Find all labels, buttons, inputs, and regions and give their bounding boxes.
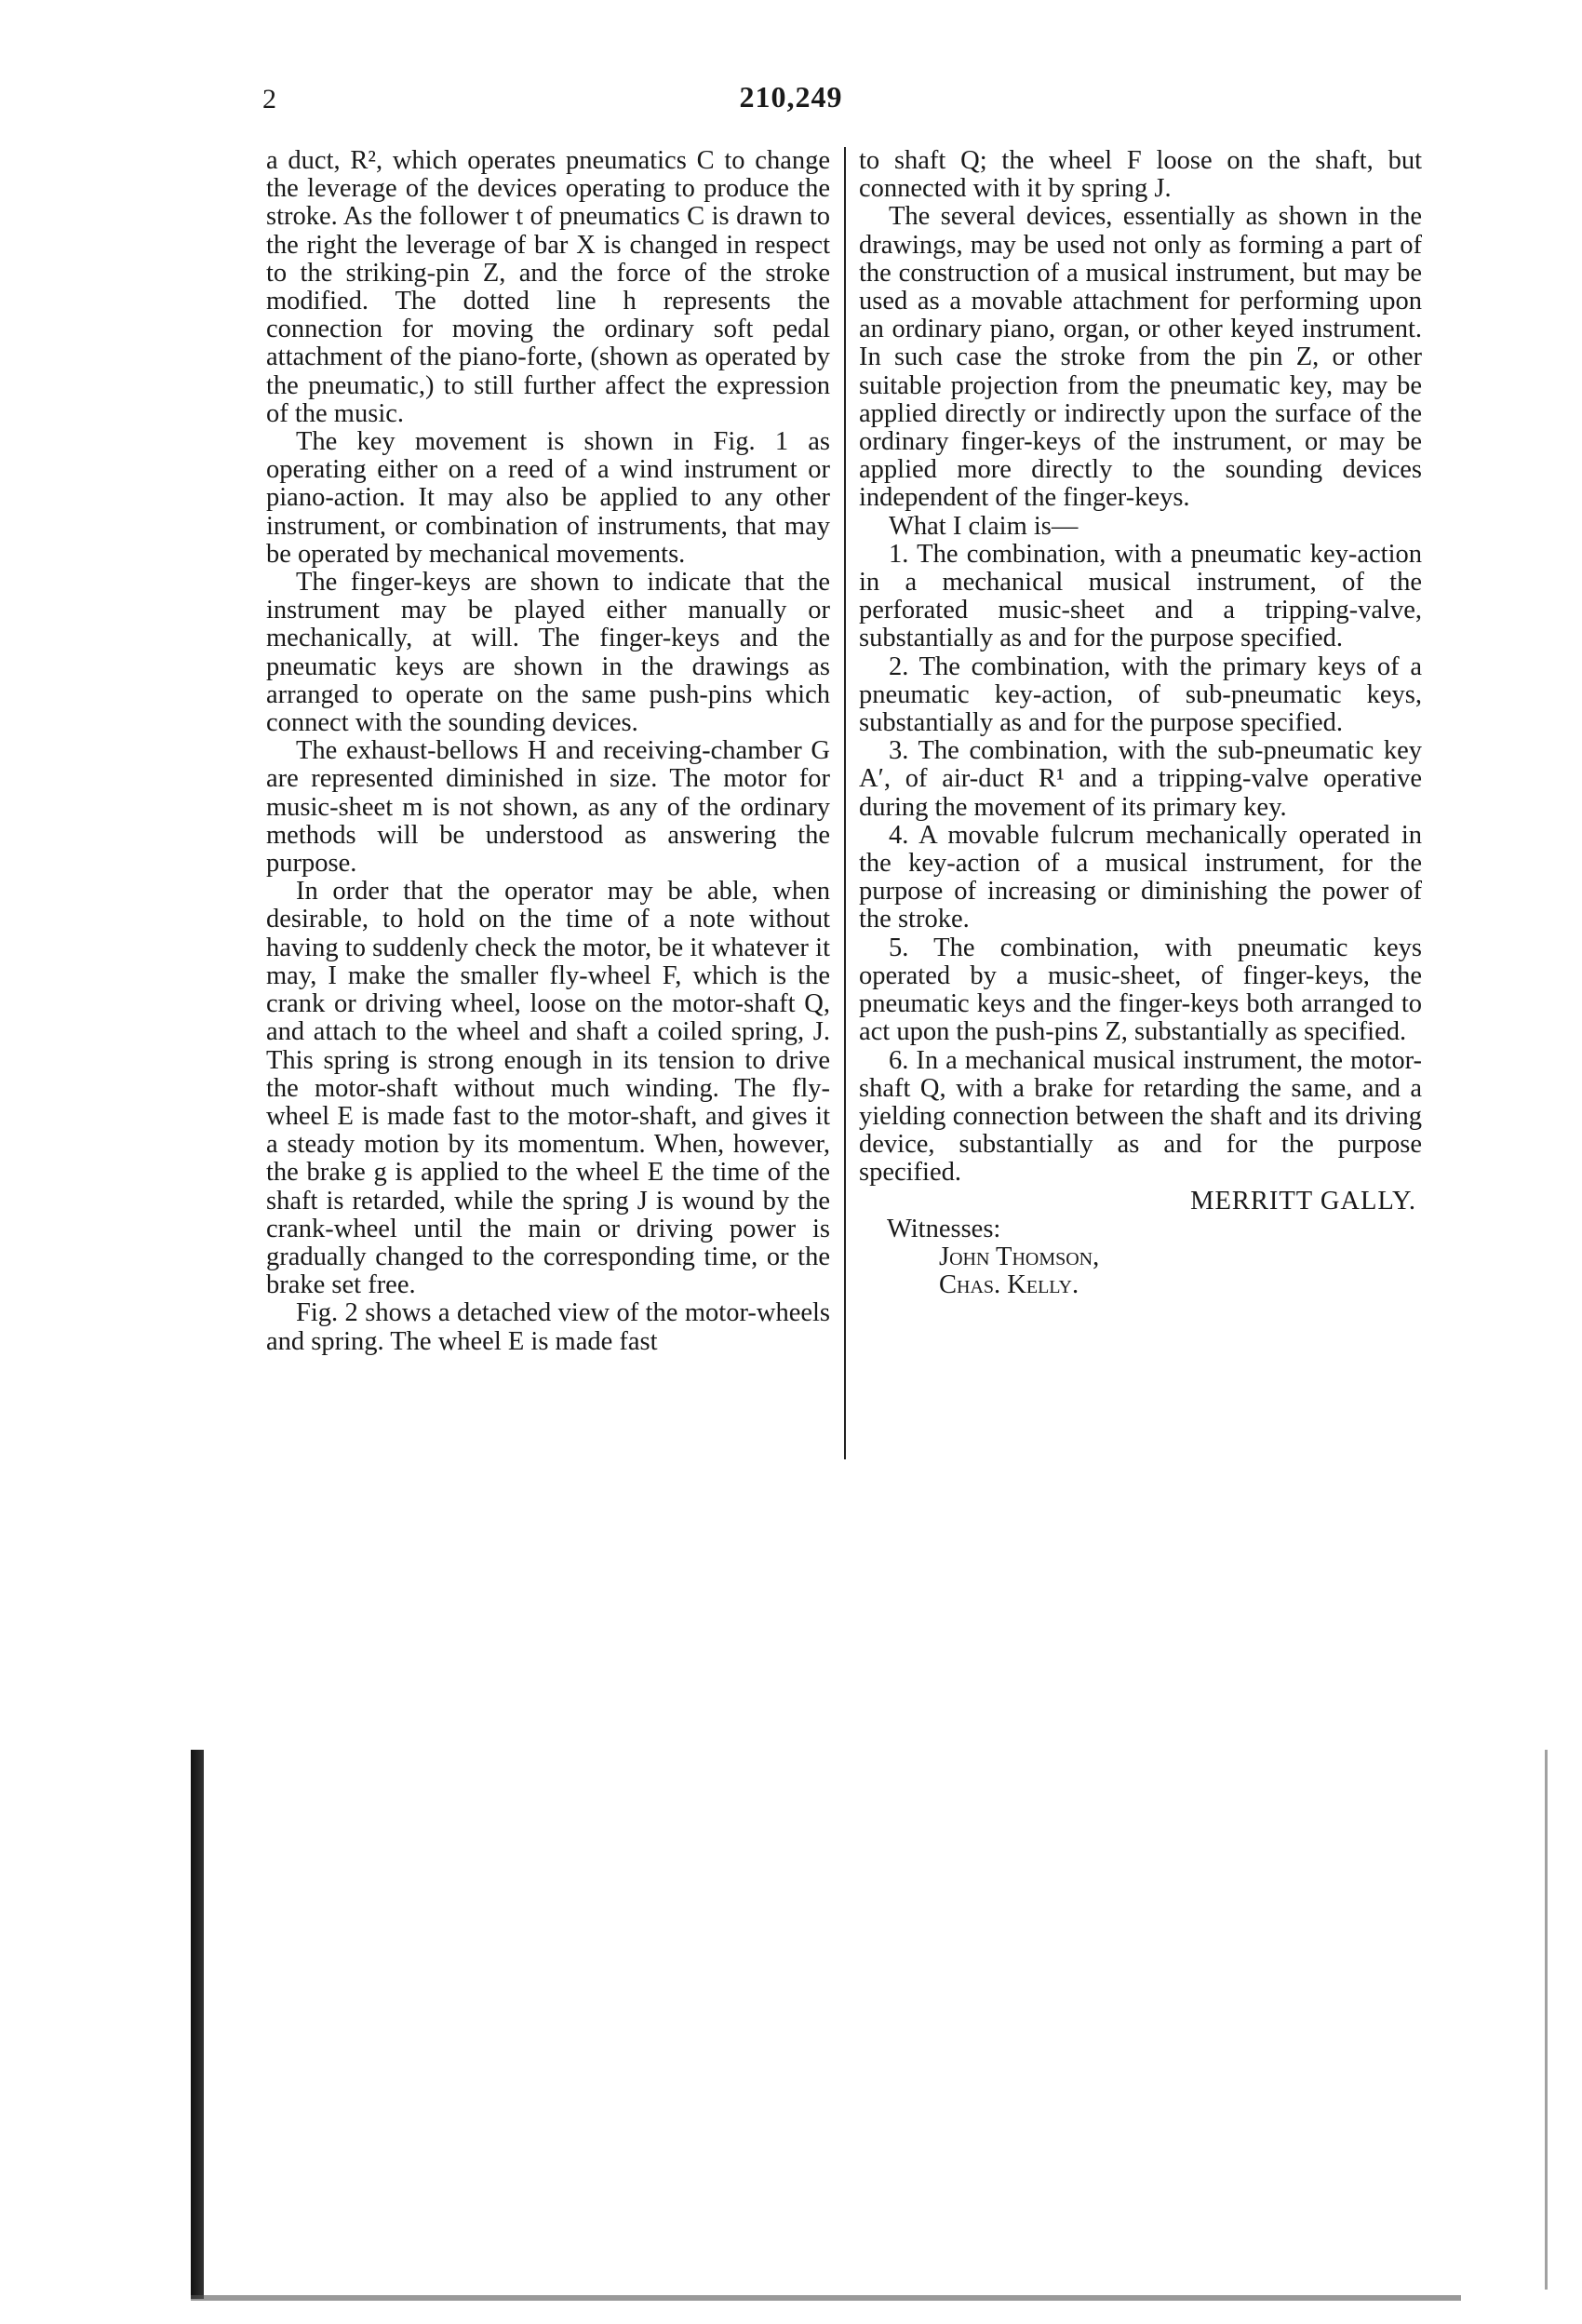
claim: 3. The combination, with the sub-pneumatic key A′, of air-duct R¹ and a tripping-valve operative during the movement of its primary key. [859, 736, 1422, 822]
paragraph: to shaft Q; the wheel F loose on the shaft, but connected with it by spring J. [859, 146, 1422, 204]
paragraph: The finger-keys are shown to indicate that the instrument may be played either manually or mechanically, at will. The finger-keys and the pneumatic keys are shown in the drawings as arranged to operate on the same push-pins which connect with the sounding devices. [266, 568, 830, 738]
inventor-signature: MERRITT GALLY. [1190, 1186, 1416, 1216]
claim: 1. The combination, with a pneumatic key-action in a mechanical musical instrument, of the perforated music-sheet and a tripping-valve, substantially as and for the purpose specified. [859, 539, 1422, 653]
witness-name: John Thomson, [939, 1242, 1100, 1271]
paragraph: The several devices, essentially as shown in the drawings, may be used not only as forming a part of the construction of a musical instrument, but may be used as a movable attachment for performing upon an ordinary piano, organ, or other keyed instrument. In such case the stroke from the pin Z, or other suitable projection from the pneumatic key, may be applied directly or indirectly upon the surface of the ordinary finger-keys of the instrument, or may be applied more directly to the sounding devices independent of the finger-keys. [859, 202, 1422, 513]
claim: 5. The combination, with pneumatic keys operated by a music-sheet, of finger-keys, the pneumatic keys and the finger-keys both arranged to act upon the push-pins Z, substantially as specified. [859, 933, 1422, 1047]
scan-edge-left [191, 1750, 204, 2299]
scan-edge-bottom [191, 2295, 1461, 2301]
scan-edge-right [1545, 1750, 1548, 2290]
witnesses-label: Witnesses: [887, 1214, 1001, 1243]
paragraph: a duct, R², which operates pneumatics C to change the leverage of the devices operating to produce the stroke. As the follower t of pneumatics C is drawn to the right the leverage of bar X is changed in respect to the striking-pin Z, and the force of the stroke modified. The dotted line h represents the connection for moving the ordinary soft pedal attachment of the piano-forte, (shown as operated by the pneumatic,) to still further affect the expression of the music. [266, 146, 830, 428]
witness-name: Chas. Kelly. [939, 1270, 1079, 1300]
paragraph: The key movement is shown in Fig. 1 as operating either on a reed of a wind instrument or piano-action. It may also be applied to any other instrument, or combination of instruments, that may be operated by mechanical movements. [266, 427, 830, 569]
paragraph: The exhaust-bellows H and receiving-chamber G are represented diminished in size. The motor for music-sheet m is not shown, as any of the ordinary methods will be understood as answering the purpose. [266, 736, 830, 879]
column-divider [844, 147, 846, 1459]
claim: 6. In a mechanical musical instrument, the motor-shaft Q, with a brake for retarding the same, and a yielding connection between the shaft and its driving device, substantially as and for the purpose specified. [859, 1045, 1422, 1188]
paragraph: Fig. 2 shows a detached view of the motor-wheels and spring. The wheel E is made fast [266, 1298, 830, 1356]
page-number: 2 [262, 84, 276, 114]
claim: 4. A movable fulcrum mechanically operated in the key-action of a musical instrument, for the purpose of increasing or diminishing the power of the stroke. [859, 820, 1422, 934]
right-column [859, 147, 1422, 1299]
claim: 2. The combination, with the primary keys of a pneumatic key-action, of sub-pneumatic keys, substantially as and for the purpose specified. [859, 652, 1422, 738]
claims-heading: What I claim is— [889, 511, 1079, 541]
paragraph: In order that the operator may be able, when desirable, to hold on the time of a note without having to suddenly check the motor, be it whatever it may, I make the smaller fly-wheel F, which is the crank or driving wheel, loose on the motor-shaft Q, and attach to the wheel and shaft a coiled spring, J. This spring is strong enough in its tension to drive the motor-shaft without much winding. The fly-wheel E is made fast to the motor-shaft, and gives it a steady motion by its momentum. When, however, the brake g is applied to the wheel E the time of the shaft is retarded, while the spring J is wound by the crank-wheel until the main or driving power is gradually changed to the corresponding time, or the brake set free. [266, 877, 830, 1300]
patent-number: 210,249 [739, 80, 843, 114]
left-column [266, 147, 830, 1356]
